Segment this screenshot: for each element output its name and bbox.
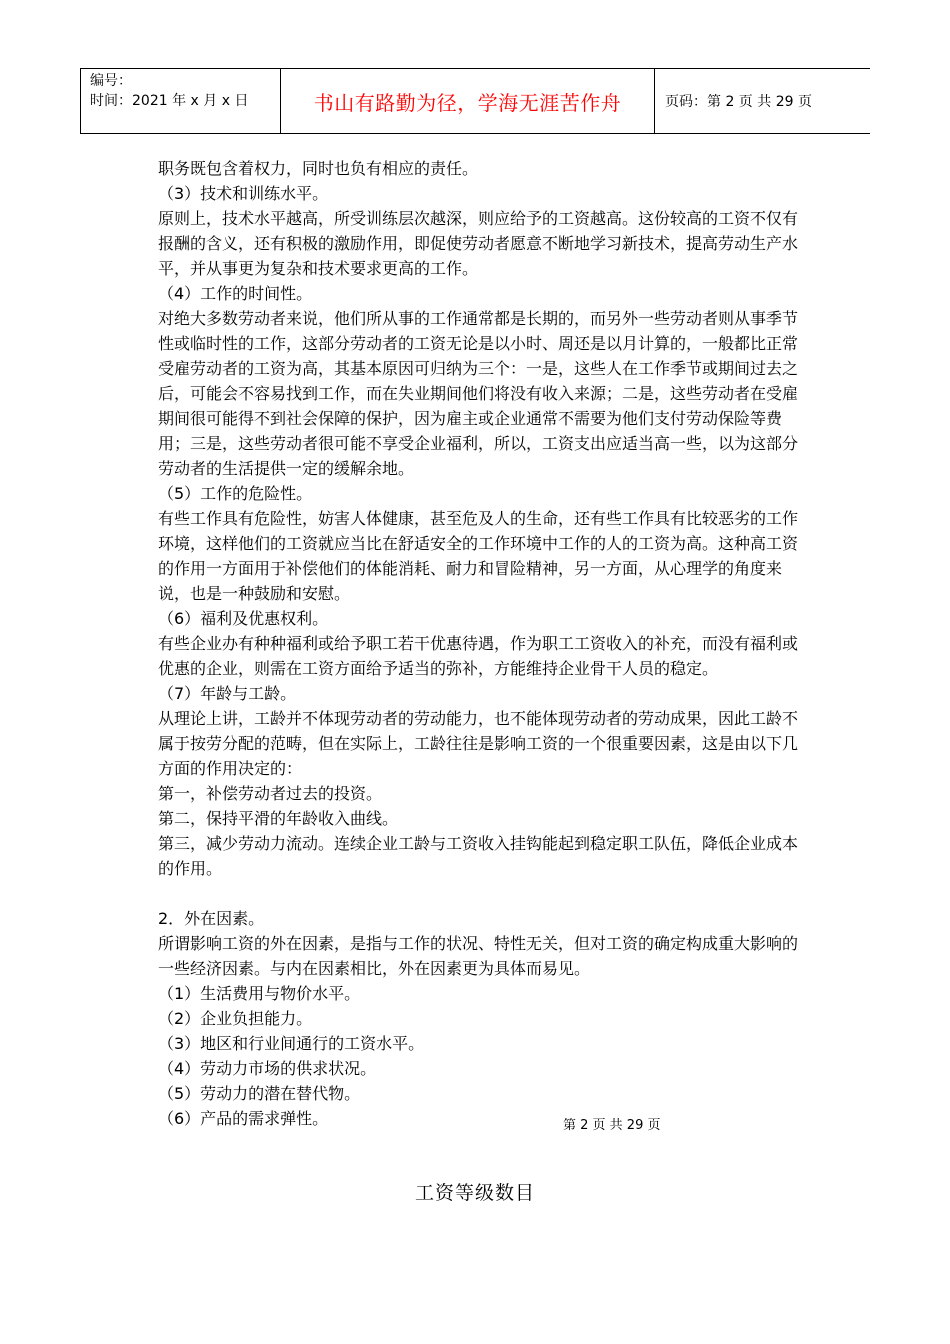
time-label: 时间：2021 年 x 月 x 日 (90, 93, 249, 109)
paragraph: 有些工作具有危险性，妨害人体健康，甚至危及人的生命，还有些工作具有比较恶劣的工作环境，这样他们的工资就应当比在舒适安全的工作环境中工作的人的工资为高。这种高工资的作用一方面用于补偿他们的体能消耗、耐力和冒险精神，另一方面，从心理学的角度来说，也是一种鼓励和安慰。 (158, 509, 799, 603)
subheading: （6）福利及优惠权利。 (158, 609, 329, 628)
paragraph: 对绝大多数劳动者来说，他们所从事的工作通常都是长期的，而另外一些劳动者则从事季节性或临时性的工作，这部分劳动者的工资无论是以小时、周还是以月计算的，一般都比正常受雇劳动者的工资为高，其基本原因可归纳为三个：一是，这些人在工作季节或期间过去之后，可能会不容易找到工作，而在失业期间他们将没有收入来源；二是，这些劳动者在受雇期间很可能得不到社会保障的保护，因为雇主或企业通常不需要为他们支付劳动保险等费用；三是，这些劳动者很可能不享受企业福利，所以，工资支出应适当高一些，以为这部分劳动者的生活提供一定的缓解余地。 (158, 309, 799, 478)
next-section-title: 工资等级数目 (414, 1182, 535, 1204)
list-item: （2）企业负担能力。 (158, 1009, 313, 1028)
paragraph: 职务既包含着权力，同时也负有相应的责任。 (158, 159, 479, 178)
subheading: （7）年龄与工龄。 (158, 684, 297, 703)
subheading: （4）工作的时间性。 (158, 284, 313, 303)
number-label: 编号： (90, 73, 132, 89)
header-meta (80, 69, 281, 133)
paragraph: 从理论上讲，工龄并不体现劳动者的劳动能力，也不能体现劳动者的劳动成果，因此工龄不属于按劳分配的范畴，但在实际上，工龄往往是影响工资的一个很重要因素，这是由以下几方面的作用决定的： (158, 709, 799, 778)
paragraph: 原则上，技术水平越高，所受训练层次越深，则应给予的工资越高。这份较高的工资不仅有报酬的含义，还有积极的激励作用，即促使劳动者愿意不断地学习新技术，提高劳动生产水平，并从事更为复杂和技术要求更高的工作。 (158, 209, 799, 278)
list-item: （5）劳动力的潜在替代物。 (158, 1084, 361, 1103)
subheading: （3）技术和训练水平。 (158, 184, 329, 203)
document-header (80, 68, 870, 134)
page-footer: 第 2 页 共 29 页 (563, 1118, 661, 1133)
paragraph: 有些企业办有种种福利或给予职工若干优惠待遇，作为职工工资收入的补充，而没有福利或优惠的企业，则需在工资方面给予适当的弥补，方能维持企业骨干人员的稳定。 (158, 634, 799, 678)
paragraph: 所谓影响工资的外在因素，是指与工作的状况、特性无关，但对工资的确定构成重大影响的一些经济因素。与内在因素相比，外在因素更为具体而易见。 (158, 934, 799, 978)
list-item: （6）产品的需求弹性。 (158, 1109, 329, 1128)
list-line: 第一，补偿劳动者过去的投资。 (158, 784, 383, 803)
list-line: 第二，保持平滑的年龄收入曲线。 (158, 809, 399, 828)
header-motto: 书山有路勤为径，学海无涯苦作舟 (281, 69, 655, 133)
list-item: （4）劳动力市场的供求状况。 (158, 1059, 377, 1078)
spacer (158, 881, 798, 906)
subheading: （5）工作的危险性。 (158, 484, 313, 503)
list-item: （1）生活费用与物价水平。 (158, 984, 361, 1003)
document-body (158, 156, 798, 1131)
header-page-info: 页码：第 2 页 共 29 页 (665, 94, 812, 110)
section-heading: 2．外在因素。 (158, 909, 265, 928)
list-line: 第三，减少劳动力流动。连续企业工龄与工资收入挂钩能起到稳定职工队伍，降低企业成本的作用。 (158, 834, 799, 878)
list-item: （3）地区和行业间通行的工资水平。 (158, 1034, 425, 1053)
